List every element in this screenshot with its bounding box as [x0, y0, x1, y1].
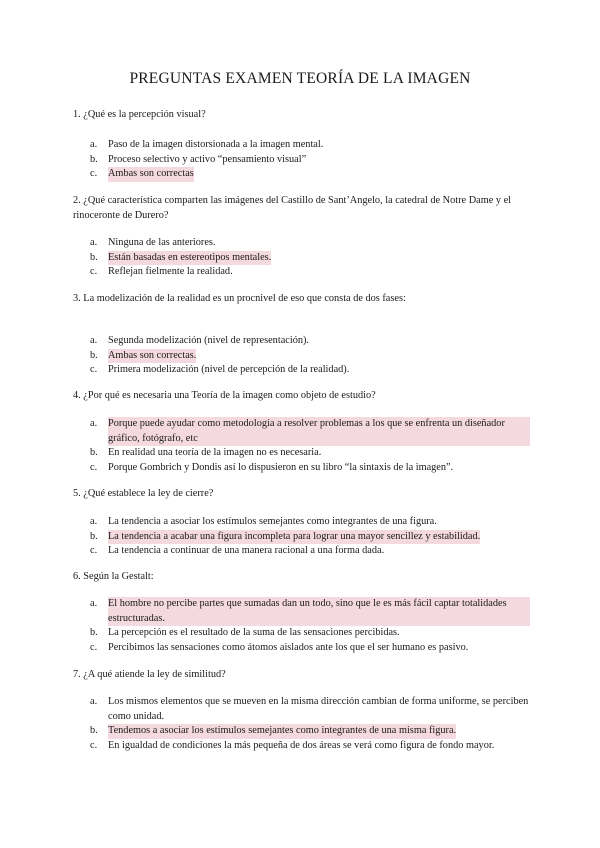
question-1: 1. ¿Qué es la percepción visual? [73, 109, 206, 120]
question-1-options [90, 138, 530, 182]
question-7: 7. ¿A qué atiende la ley de similitud? [73, 669, 226, 680]
question-7-options [90, 695, 530, 753]
option-3c: c. Primera modelización (nivel de percepción de la realidad). [90, 364, 350, 375]
option-6b: b. La percepción es el resultado de la suma de las sensaciones percibidas. [90, 627, 400, 638]
option-2b-highlighted: b. Están basadas en estereotipos mentales. [90, 251, 530, 266]
question-4-options [90, 417, 530, 475]
option-5b-highlighted: b. La tendencia a acabar una figura incompleta para lograr una mayor sencillez y estabilidad. [90, 530, 530, 545]
option-2c: c. Reflejan fielmente la realidad. [90, 266, 233, 277]
option-6c: c. Percibimos las sensaciones como átomos aislados ante los que el ser humano es pasivo. [90, 641, 469, 653]
question-4: 4. ¿Por qué es necesaria una Teoría de la imagen como objeto de estudio? [73, 390, 376, 401]
document-title: PREGUNTAS EXAMEN TEORÍA DE LA IMAGEN [129, 70, 471, 87]
option-4a-highlighted: a. Porque puede ayudar como metodología a resolver problemas a los que se enfrenta un diseñador gráfico, fotógrafo, etc [90, 417, 530, 446]
option-7b-highlighted: b. Tendemos a asociar los estímulos semejantes como integrantes de una misma figura. [90, 724, 530, 739]
question-3: 3. La modelización de la realidad es un procnivel de eso que consta de dos fases: [73, 293, 406, 304]
option-5a: a. La tendencia a asociar los estímulos semejantes como integrantes de una figura. [90, 516, 437, 527]
question-3-options [90, 334, 530, 378]
question-5: 5. ¿Qué establece la ley de cierre? [73, 488, 214, 499]
option-7c: c. En igualdad de condiciones la más pequeña de dos áreas se verá como figura de fondo mayor. [90, 739, 495, 751]
option-4c: c. Porque Gombrich y Dondis así lo dispusieron en su libro “la sintaxis de la imagen”. [90, 461, 454, 473]
option-1a: a. Paso de la imagen distorsionada a la imagen mental. [90, 139, 324, 150]
question-2-options [90, 236, 530, 280]
option-3a: a. Segunda modelización (nivel de representación). [90, 335, 309, 346]
option-6a-highlighted: a. El hombre no percibe partes que sumadas dan un todo, sino que le es más fácil captar totalidades estructuradas. [90, 597, 530, 626]
question-5-options [90, 515, 530, 559]
question-2: 2. ¿Qué característica comparten las imágenes del Castillo de Sant’Angelo, la catedral de Notre Dame y el rinoceronte de Durero? [73, 195, 512, 221]
option-5c: c. La tendencia a continuar de una manera racional a una forma dada. [90, 545, 385, 556]
option-7a: a. Los mismos elementos que se mueven en la misma dirección cambian de forma uniforme, se perciben como unidad. [90, 696, 529, 722]
option-1b: b. Proceso selectivo y activo “pensamiento visual” [90, 153, 307, 165]
option-3b-highlighted: b. Ambas son correctas. [90, 349, 530, 364]
option-2a: a. Ninguna de las anteriores. [90, 237, 216, 248]
option-1c-highlighted: c. Ambas son correctas [90, 167, 530, 182]
question-6-options [90, 597, 530, 655]
option-4b: b. En realidad una teoría de la imagen no es necesaria. [90, 447, 322, 458]
question-6: 6. Según la Gestalt: [73, 571, 154, 582]
